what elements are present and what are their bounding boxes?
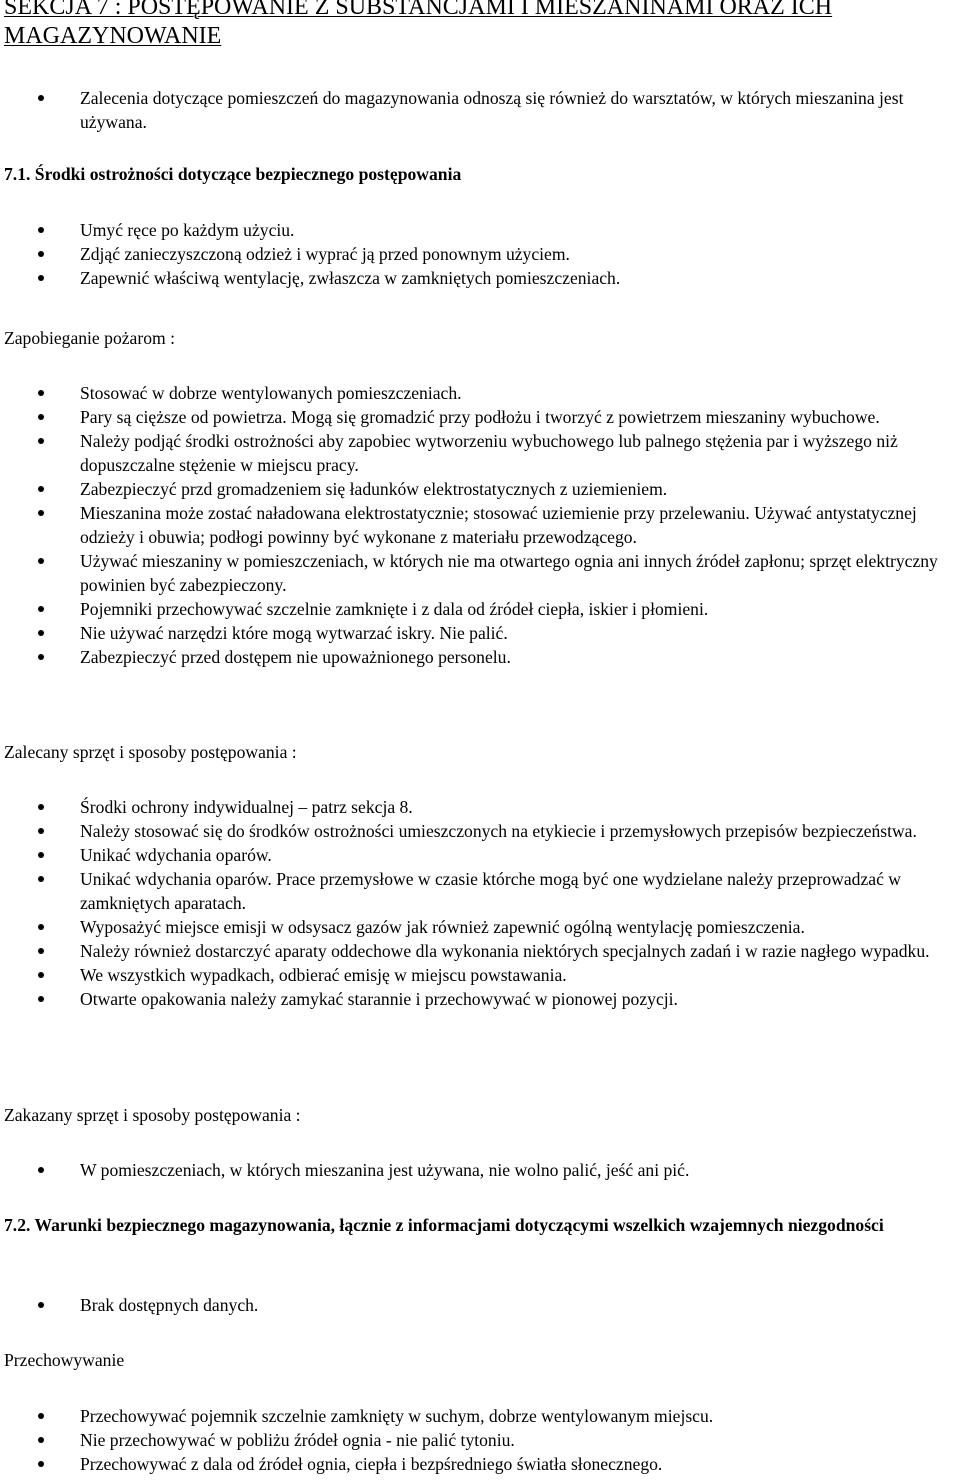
list-item: Unikać wdychania oparów. bbox=[0, 843, 950, 867]
list-item: Pary są cięższe od powietrza. Mogą się gromadzić przy podłożu i tworzyć z powietrzem mieszaniny wybuchowe. bbox=[0, 405, 950, 429]
list-item: Środki ochrony indywidualnej – patrz sekcja 8. bbox=[0, 795, 950, 819]
list-item: Umyć ręce po każdym użyciu. bbox=[0, 218, 950, 242]
list-item: Nie używać narzędzi które mogą wytwarzać iskry. Nie palić. bbox=[0, 621, 950, 645]
list-item: W pomieszczeniach, w których mieszanina jest używana, nie wolno palić, jeść ani pić. bbox=[0, 1158, 950, 1182]
heading-7-1: 7.1. Środki ostrożności dotyczące bezpiecznego postępowania bbox=[4, 164, 462, 184]
list-item: Zdjąć zanieczyszczoną odzież i wyprać ją przed ponownym użyciem. bbox=[0, 242, 950, 266]
list-item: Pojemniki przechowywać szczelnie zamknięte i z dala od źródeł ciepła, iskier i płomieni. bbox=[0, 597, 950, 621]
list-item: We wszystkich wypadkach, odbierać emisję w miejscu powstawania. bbox=[0, 963, 950, 987]
list-item: Brak dostępnych danych. bbox=[0, 1293, 950, 1317]
heading-storage: Przechowywanie bbox=[4, 1350, 125, 1370]
recommended-list bbox=[0, 795, 960, 1011]
list-item: Używać mieszaniny w pomieszczeniach, w których nie ma otwartego ognia ani innych źródeł zapłonu; sprzęt elektryczny powinien być zabezpieczony. bbox=[0, 549, 950, 597]
heading-fire-prevention: Zapobieganie pożarom : bbox=[4, 328, 175, 348]
list-item: Stosować w dobrze wentylowanych pomieszczeniach. bbox=[0, 381, 950, 405]
list-item: Unikać wdychania oparów. Prace przemysłowe w czasie którche mogą być one wydzielane należy przeprowadzać w zamkniętych aparatach. bbox=[0, 867, 950, 915]
heading-7-2: 7.2. Warunki bezpiecznego magazynowania, łącznie z informacjami dotyczącymi wszelkich wzajemnych niezgodności bbox=[4, 1215, 884, 1235]
heading-recommended: Zalecany sprzęt i sposoby postępowania : bbox=[4, 742, 297, 762]
intro-list bbox=[0, 86, 960, 134]
list-item: Zabezpieczyć przed dostępem nie upoważnionego personelu. bbox=[0, 645, 950, 669]
list-item: Nie przechowywać w pobliżu źródeł ognia - nie palić tytoniu. bbox=[0, 1428, 950, 1452]
prohibited-list bbox=[0, 1158, 960, 1182]
list-item: Otwarte opakowania należy zamykać starannie i przechowywać w pionowej pozycji. bbox=[0, 987, 950, 1011]
list-item: Mieszanina może zostać naładowana elektrostatycznie; stosować uziemienie przy przelewaniu. Używać antystatycznej odzieży i obuwia; podłogi powinny być wykonane z materiału przewodzącego. bbox=[0, 501, 950, 549]
list-item: Należy stosować się do środków ostrożności umieszczonych na etykiecie i przemysłowych przepisów bezpieczeństwa. bbox=[0, 819, 950, 843]
list-item: Wyposażyć miejsce emisji w odsysacz gazów jak również zapewnić ogólną wentylację pomieszczenia. bbox=[0, 915, 950, 939]
heading-prohibited: Zakazany sprzęt i sposoby postępowania : bbox=[4, 1105, 301, 1125]
list-item: Przechowywać pojemnik szczelnie zamknięty w suchym, dobrze wentylowanym miejscu. bbox=[0, 1404, 950, 1428]
section-title: SEKCJA 7 : POSTĘPOWANIE Z SUBSTANCJAMI I MIESZANINAMI ORAZ ICH MAGAZYNOWANIE bbox=[4, 0, 833, 49]
storage-list bbox=[0, 1404, 960, 1476]
list-item: Przechowywać z dala od źródeł ognia, ciepła i bezpśredniego światła słonecznego. bbox=[0, 1452, 950, 1476]
list-item: Należy podjąć środki ostrożności aby zapobiec wytworzeniu wybuchowego lub palnego stężenia par i wyższego niż dopuszczalne stężenie w miejscu pracy. bbox=[0, 429, 950, 477]
list-item: Zabezpieczyć przd gromadzeniem się ładunków elektrostatycznych z uziemieniem. bbox=[0, 477, 950, 501]
safe-handling-list bbox=[0, 218, 960, 290]
incompatibility-list bbox=[0, 1293, 960, 1317]
list-item: Zapewnić właściwą wentylację, zwłaszcza w zamkniętych pomieszczeniach. bbox=[0, 266, 950, 290]
list-item: Zalecenia dotyczące pomieszczeń do magazynowania odnoszą się również do warsztatów, w których mieszanina jest używana. bbox=[0, 86, 950, 134]
fire-prevention-list bbox=[0, 381, 960, 669]
list-item: Należy również dostarczyć aparaty oddechowe dla wykonania niektórych specjalnych zadań i w razie nagłego wypadku. bbox=[0, 939, 950, 963]
